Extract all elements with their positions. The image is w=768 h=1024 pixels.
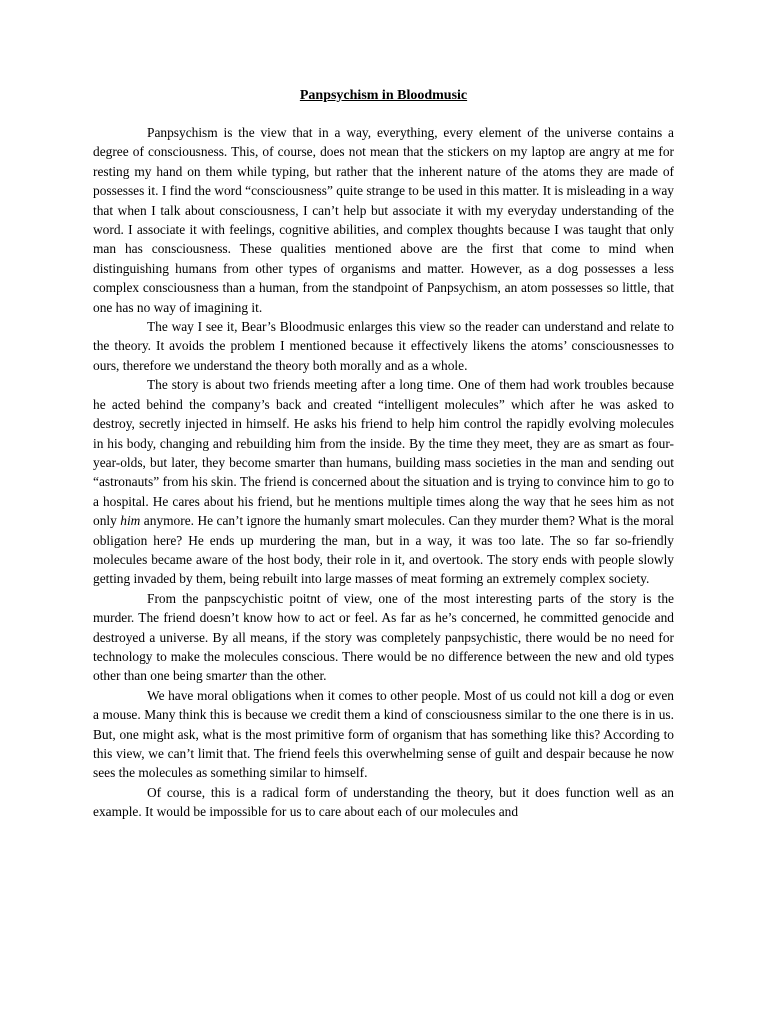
paragraph-5: We have moral obligations when it comes to other people. Most of us could not kill a dog or even a mouse. Many think this is because we credit them a kind of consciousness similar to the one there is in us. But, one might ask, what is the most primitive form of organism that has something like this? According to this view, we can’t limit that. The friend feels this overwhelming sense of guilt and despair because he now sees the molecules as something similar to himself.: [93, 687, 674, 781]
paragraph-3-text-start: The story is about two friends meeting after a long time. One of them had work troubles because he acted behind the company’s back and created “intelligent molecules” which after he was asked to destroy, secretly injected in himself. He asks his friend to help him control the rapidly evolving molecules in his body, changing and rebuilding him from the inside. By the time they meet, they are as smart as four-year-olds, but later, they become smarter than humans, building mass societies in the man and sending out “astronauts” from his skin. The friend is concerned about the situation and is trying to convince him to go to a hospital. He cares about his friend, but he mentions multiple times along the way that he sees him as not only: [93, 377, 674, 529]
paragraph-4-text-start: From the panpscychistic poitnt of view, one of the most interesting parts of the story is the murder. The friend doesn’t know how to act or feel. As far as he’s concerned, he committed genocide and destroyed a universe. By all means, if the story was completely panpsychistic, there would be no need for technology to make the molecules conscious. There would be no difference between the new and old types other than one being smart: [93, 590, 674, 684]
paragraph-3-emphasis: him: [120, 513, 141, 529]
paragraph-4-text-end: than the other.: [246, 668, 327, 684]
paragraph-3: [93, 375, 674, 588]
document-title: Panpsychism in Bloodmusic: [299, 88, 468, 103]
paragraph-6: Of course, this is a radical form of understanding the theory, but it does function well as an example. It would be impossible for us to care about each of our molecules and: [93, 784, 674, 820]
paragraph-2: The way I see it, Bear’s Bloodmusic enlarges this view so the reader can understand and relate to the theory. It avoids the problem I mentioned because it effectively likens the atoms’ consciousnesses to ours, therefore we understand the theory both morally and as a whole.: [93, 319, 674, 373]
paragraph-3-text-end: anymore. He can’t ignore the humanly smart molecules. Can they murder them? What is the moral obligation here? He ends up murdering the man, but in a way, it was too late. The so far so-friendly molecules became aware of the host body, their role in it, and overtook. The story ends with people slowly getting invaded by them, being rebuilt into large masses of meat forming an extremely complex society.: [93, 513, 675, 587]
paragraph-1: Panpsychism is the view that in a way, everything, every element of the universe contains a degree of consciousness. This, of course, does not mean that the stickers on my laptop are angry at me for resting my hand on them while typing, but rather that the inherent nature of the atoms they are made of possesses it. I find the word “consciousness” quite strange to be used in this matter. It is misleading in a way that when I talk about consciousness, I can’t help but associate it with my everyday understanding of the word. I associate it with feelings, cognitive abilities, and complex thoughts because I was taught that only man has consciousness. These qualities mentioned above are the first that come to mind when distinguishing humans from other types of organisms and matter. However, as a dog possesses a less complex consciousness than a human, from the standpoint of Panpsychism, an atom possesses so little, that one has no way of imagining it.: [93, 125, 674, 315]
paragraph-4: [93, 589, 674, 686]
document-page: [93, 86, 674, 822]
paragraph-4-emphasis: er: [235, 668, 247, 684]
